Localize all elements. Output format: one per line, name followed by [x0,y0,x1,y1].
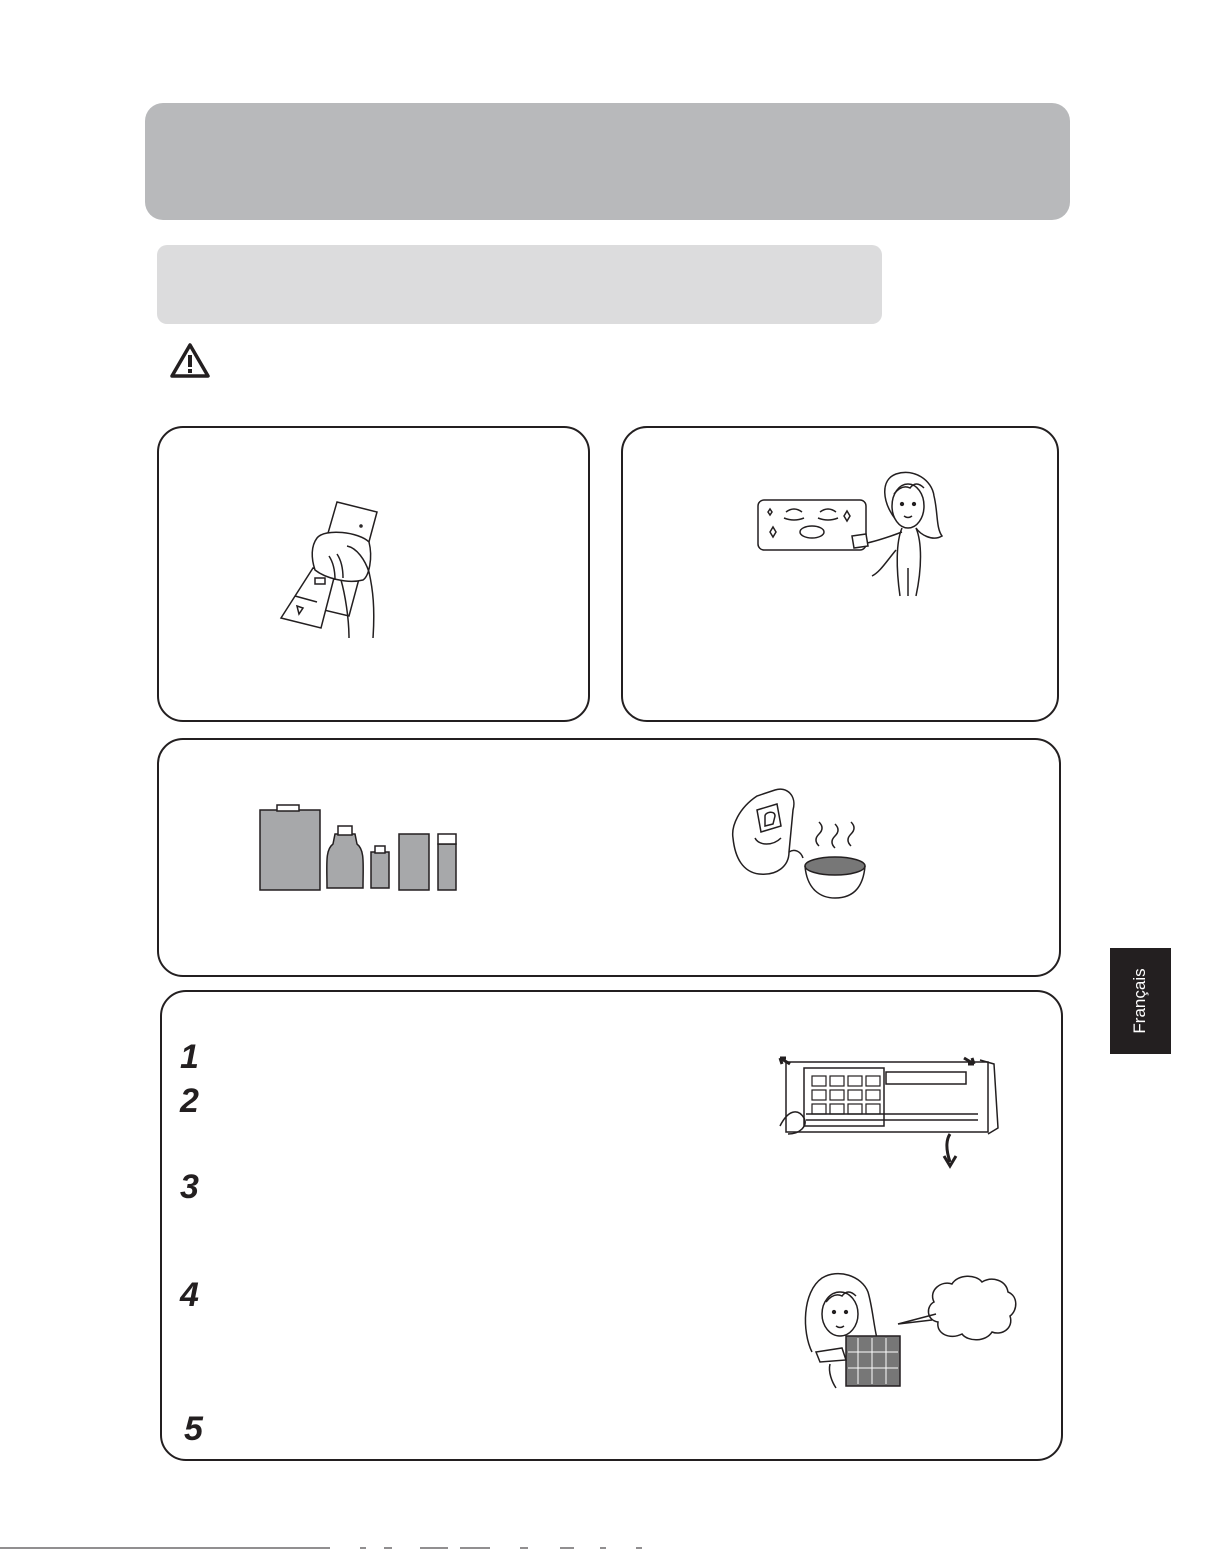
solvent-bottles-illustration [259,804,459,894]
section-header-band [145,103,1070,220]
indoor-unit-wiping-illustration [756,472,956,598]
prohibited-cleaning-panel [157,738,1061,977]
warning-triangle-icon [170,343,210,379]
unit-cleaning-panel [621,426,1059,722]
step-number-3: 3 [180,1168,199,1206]
filter-removal-illustration [778,1054,1008,1174]
step-number-1: 1 [180,1038,199,1076]
language-tab [1110,948,1171,1054]
filter-cleaning-panel [160,990,1063,1461]
subsection-header-band [157,245,882,324]
remote-cleaning-panel [157,426,590,722]
step-number-5: 5 [184,1410,203,1448]
language-tab-label: Français [1130,968,1149,1034]
hot-water-kettle-illustration [729,786,879,910]
step-number-4: 4 [180,1276,199,1314]
step-number-2: 2 [180,1082,199,1120]
remote-wiping-illustration [277,498,387,638]
filter-cleaning-illustration [802,1272,1022,1390]
